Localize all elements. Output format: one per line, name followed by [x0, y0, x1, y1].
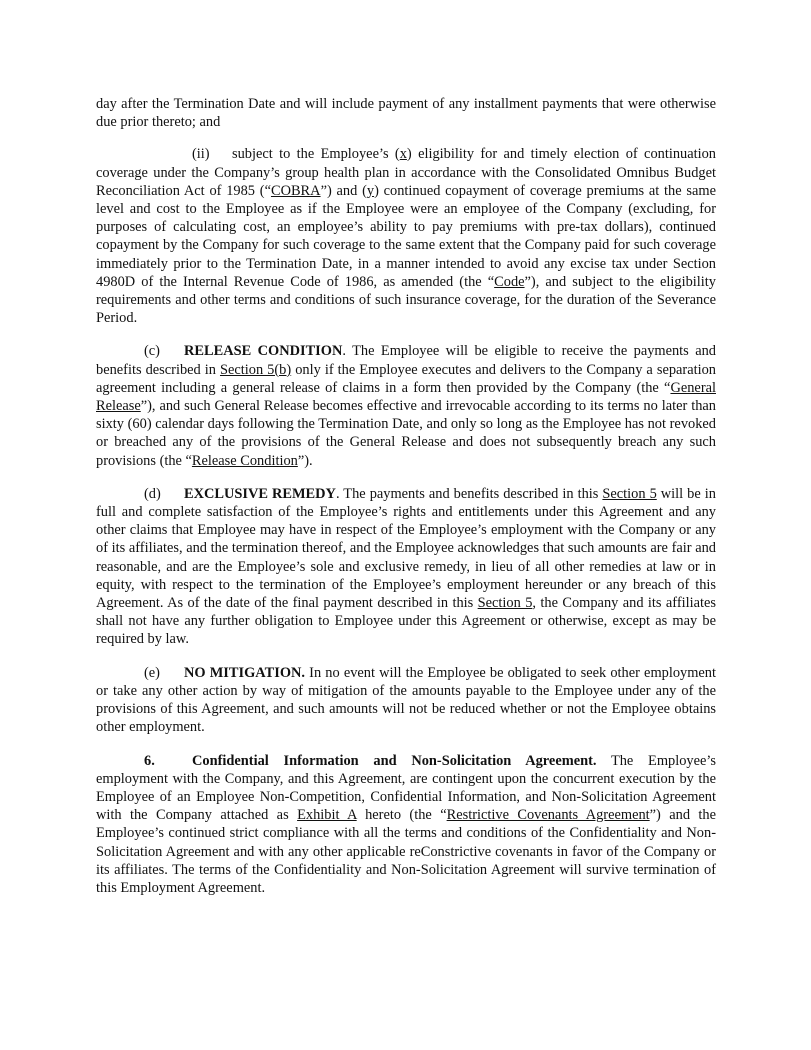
- paragraph-text: subject to the Employee’s (: [232, 146, 400, 163]
- section-heading: NO MITIGATION.: [184, 664, 306, 681]
- paragraph-d-exclusive-remedy: [96, 485, 716, 649]
- paragraph-continuation: [96, 95, 716, 131]
- paragraph-text: will be in full and complete satisfaction of the Employee’s rights and entitlements under this Agreement and any other claims that Employee may have in respect of the Employee’s employment with the Company or any of its affiliates, and the termination thereof, and the Employee acknowledges that such amounts are fair and reasonable, and are the Employee’s sole and exclusive remedy, in lieu of all other remedies at law or in equity, with respect to the termination of the Employee’s employment hereunder or any breach of this Agreement. As of the date of the final payment described in this: [96, 485, 716, 612]
- paragraph-text: . The Employee will be eligible to receive the payments and benefits described in: [96, 343, 716, 378]
- defined-term-restrictive-covenants: Restrictive Covenants Agreement: [446, 807, 650, 824]
- section-heading: RELEASE CONDITION: [184, 343, 343, 360]
- defined-term-y: y: [366, 182, 375, 199]
- paragraph-text: . The payments and benefits described in this: [335, 485, 603, 502]
- paragraph-text: , the Company and its affiliates shall not have any further obligation to Employee under this Agreement or otherwise, except as may be required by law.: [96, 595, 716, 648]
- paragraph-text: In no event will the Employee be obligated to seek other employment or take any other action by way of mitigation of the amounts payable to the Employee under any of the provisions of this Agreement, and such amounts will not be reduced whether or not the Employee obtains other employment.: [96, 664, 716, 736]
- exhibit-reference: Exhibit A: [297, 807, 357, 824]
- paragraph-text: ”), and subject to the eligibility requirements and other terms and conditions of such insurance coverage, for the duration of the Severance Period.: [96, 273, 716, 327]
- defined-term-general-release: General Release: [96, 379, 716, 415]
- paragraph-ii-cobra: [96, 145, 716, 327]
- section-heading: Confidential Information and Non-Solicitation Agreement.: [192, 752, 597, 769]
- clause-label: (e): [144, 664, 160, 681]
- paragraph-e-no-mitigation: [96, 664, 716, 737]
- paragraph-text: hereto (the “: [356, 807, 447, 824]
- section-reference: Section 5(b): [219, 361, 292, 378]
- section-number: 6.: [144, 752, 155, 769]
- defined-term-release-condition: Release Condition: [191, 452, 298, 469]
- paragraph-6-confidential-information: [96, 752, 716, 898]
- paragraph-text: only if the Employee executes and delivers to the Company a separation agreement including a general release of claims in a form then provided by the Company (the “: [96, 361, 716, 396]
- defined-term-code: Code: [494, 273, 525, 290]
- section-heading: EXCLUSIVE REMEDY: [184, 485, 336, 502]
- clause-label: (c): [144, 343, 160, 360]
- section-reference: Section 5: [602, 485, 657, 502]
- defined-term-cobra: COBRA: [270, 182, 321, 199]
- paragraph-text: ”) and the Employee’s continued strict compliance with all the terms and conditions of the Confidentiality and Non-Solicitation Agreement and with any other applicable reConstrictive covenants in favor of the Company or its affiliates. The terms of the Confidentiality and Non-Solicitation Agreement will survive termination of this Employment Agreement.: [96, 807, 717, 896]
- paragraph-text: ”) and (: [320, 182, 367, 199]
- paragraph-text: ”).: [297, 452, 313, 469]
- document-page: [96, 95, 716, 912]
- paragraph-text: ”), and such General Release becomes effective and irrevocable according to its terms no later than sixty (60) calendar days following the Termination Date, and only so long as the Employee has not revoked or breached any of the provisions of the General Release and does not subsequently breach any such provisions (the “: [96, 398, 716, 469]
- paragraph-text: The Employee’s employment with the Company, and this Agreement, are contingent upon the concurrent execution by the Employee of an Employee Non-Competition, Confidential Information, and Non-Solicitation Agreement with the Company attached as: [96, 752, 716, 824]
- paragraph-text: day after the Termination Date and will include payment of any installment payments that were otherwise due prior thereto; and: [96, 96, 716, 131]
- paragraph-c-release-condition: [96, 342, 716, 469]
- paragraph-text: ) eligibility for and timely election of continuation coverage under the Company’s group health plan in accordance with the Consolidated Omnibus Budget Reconciliation Act of 1985 (“: [96, 146, 716, 199]
- section-reference: Section 5: [477, 595, 533, 612]
- clause-label: (ii): [192, 146, 210, 163]
- clause-label: (d): [144, 485, 161, 502]
- defined-term-x: x: [399, 146, 407, 163]
- paragraph-text: ) continued copayment of coverage premiums at the same level and cost to the Employee as if the Employee were an employee of the Company (excluding, for purposes of calculating cost, an employee’s ability to pay premiums with pre-tax dollars), continued copayment by the Company for such coverage to the same extent that the Company paid for such coverage immediately prior to the Termination Date, in a manner intended to avoid any excise tax under Section 4980D of the Internal Revenue Code of 1986, as amended (the “: [96, 182, 716, 290]
